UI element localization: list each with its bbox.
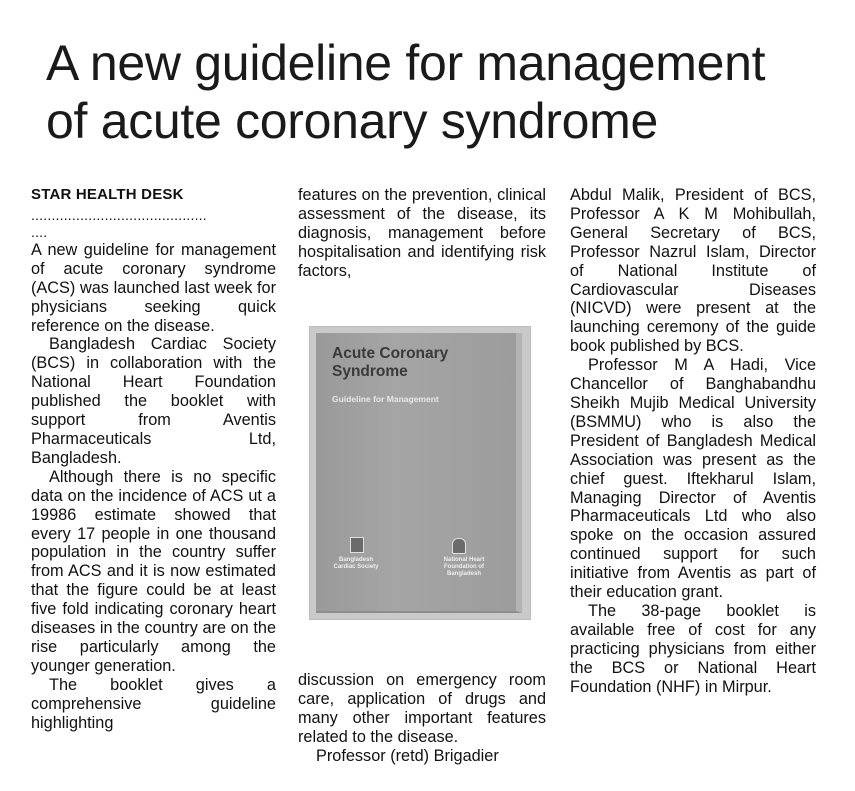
byline: STAR HEALTH DESK <box>31 186 184 203</box>
paragraph: Abdul Malik, President of BCS, Professor A K M Mohibullah, General Secretary of BCS, Professor Nazrul Islam, Director of National Institute of Cardiovascular Diseases (NICVD) were present at the launching ceremony of the guide book published by BCS. <box>570 186 816 356</box>
org-left-line-2: Cardiac Society <box>333 564 379 570</box>
headline <box>46 34 836 150</box>
paragraph: A new guideline for management of acute coronary syndrome (ACS) was launched last week for physicians seeking quick reference on the disease. <box>31 240 276 335</box>
booklet-title-line-1: Acute Coronary <box>332 345 449 362</box>
article-column-2-bottom <box>298 671 546 766</box>
paragraph: Although there is no specific data on the incidence of ACS ut a 19986 estimate showed that every 17 people in one thousand population in the country suffer from ACS and it is now estimated that the figure could be at least five fold indicating coronary heart diseases in the country are on the rise particularly among the younger generation. <box>31 467 276 675</box>
booklet-cover-image <box>309 326 531 620</box>
org-right <box>428 557 500 578</box>
byline-dots: ........................................... <box>31 206 207 223</box>
booklet-title-line-2: Syndrome <box>332 363 408 380</box>
paragraph: Bangladesh Cardiac Society (BCS) in collaboration with the National Heart Foundation published the booklet with support from Aventis Pharmaceuticals Ltd, Bangladesh. <box>31 335 276 467</box>
byline-dots-cont: .... <box>31 223 48 240</box>
org-left <box>330 557 382 571</box>
headline-line-1: A new guideline for management <box>46 35 766 91</box>
paragraph: features on the prevention, clinical assessment of the disease, its diagnosis, management before hospitalisation and identifying risk factors, <box>298 186 546 280</box>
paragraph: discussion on emergency room care, application of drugs and many other important features related to the disease. <box>298 671 546 746</box>
booklet-subtitle: Guideline for Management <box>332 394 439 404</box>
paragraph: Professor M A Hadi, Vice Chancellor of Banghabandhu Sheikh Mujib Medical University (BSMMU) who is also the President of Bangladesh Medical Association was present as the chief guest. Iftekharul Islam, Managing Director of Aventis Pharmaceuticals Ltd who also spoke on the occasion assured continued support for such initiative from Aventis as part of their education grant. <box>570 356 816 602</box>
article-column-1 <box>31 186 276 732</box>
org-right-line-1: National Heart <box>443 557 485 563</box>
paragraph: Professor (retd) Brigadier <box>316 746 499 765</box>
booklet-title <box>332 345 512 381</box>
paragraph: The 38-page booklet is available free of cost for any practicing physicians from either the BCS or National Heart Foundation (NHF) in Mirpur. <box>570 601 816 696</box>
org-right-line-2: Foundation of Bangladesh <box>444 564 484 577</box>
booklet-cover <box>316 333 522 613</box>
org-left-line-1: Bangladesh <box>338 557 373 563</box>
article-column-3 <box>570 186 816 696</box>
headline-line-2: of acute coronary syndrome <box>46 93 658 149</box>
nhf-logo-icon <box>452 538 466 554</box>
bcs-logo-icon <box>350 537 364 553</box>
paragraph: The booklet gives a comprehensive guideline highlighting <box>31 675 276 732</box>
article-column-2-top <box>298 186 546 281</box>
